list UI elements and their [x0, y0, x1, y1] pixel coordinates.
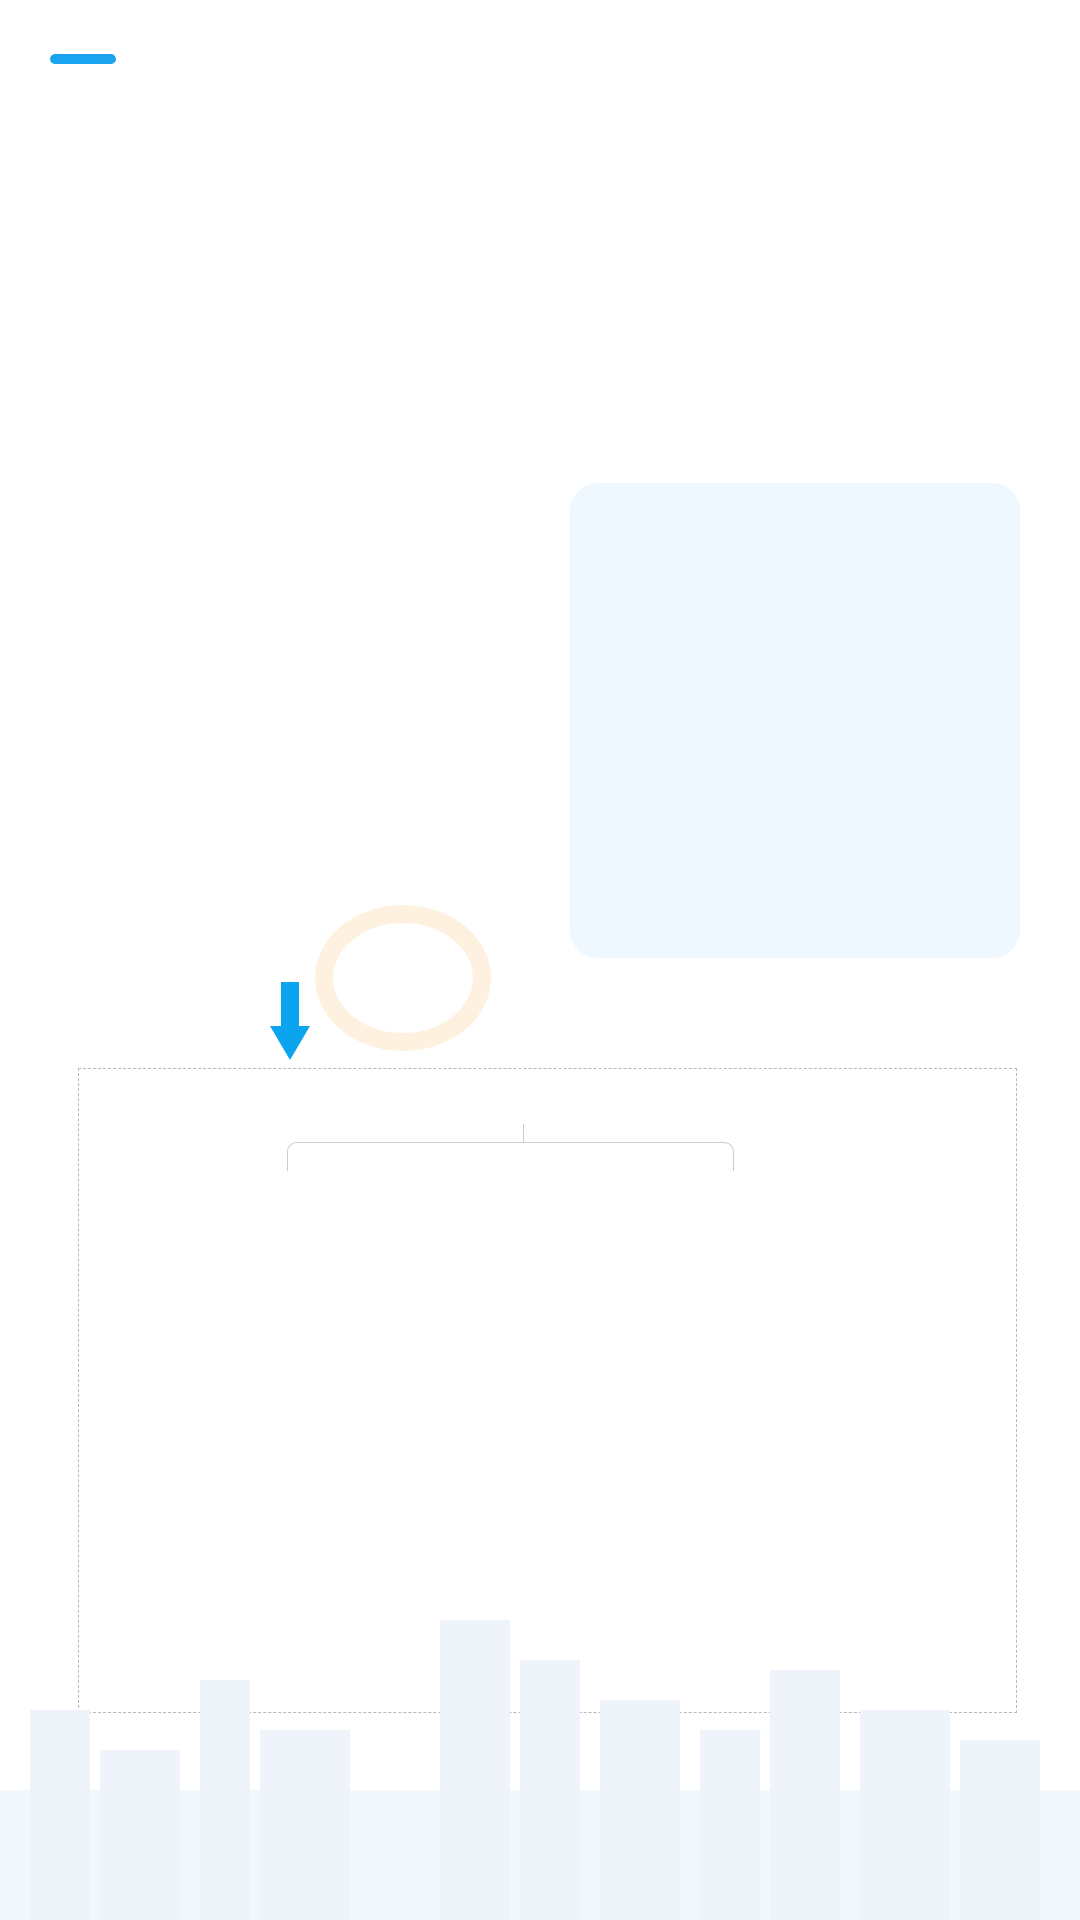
- city-skyline-illustration: [0, 1560, 1080, 1920]
